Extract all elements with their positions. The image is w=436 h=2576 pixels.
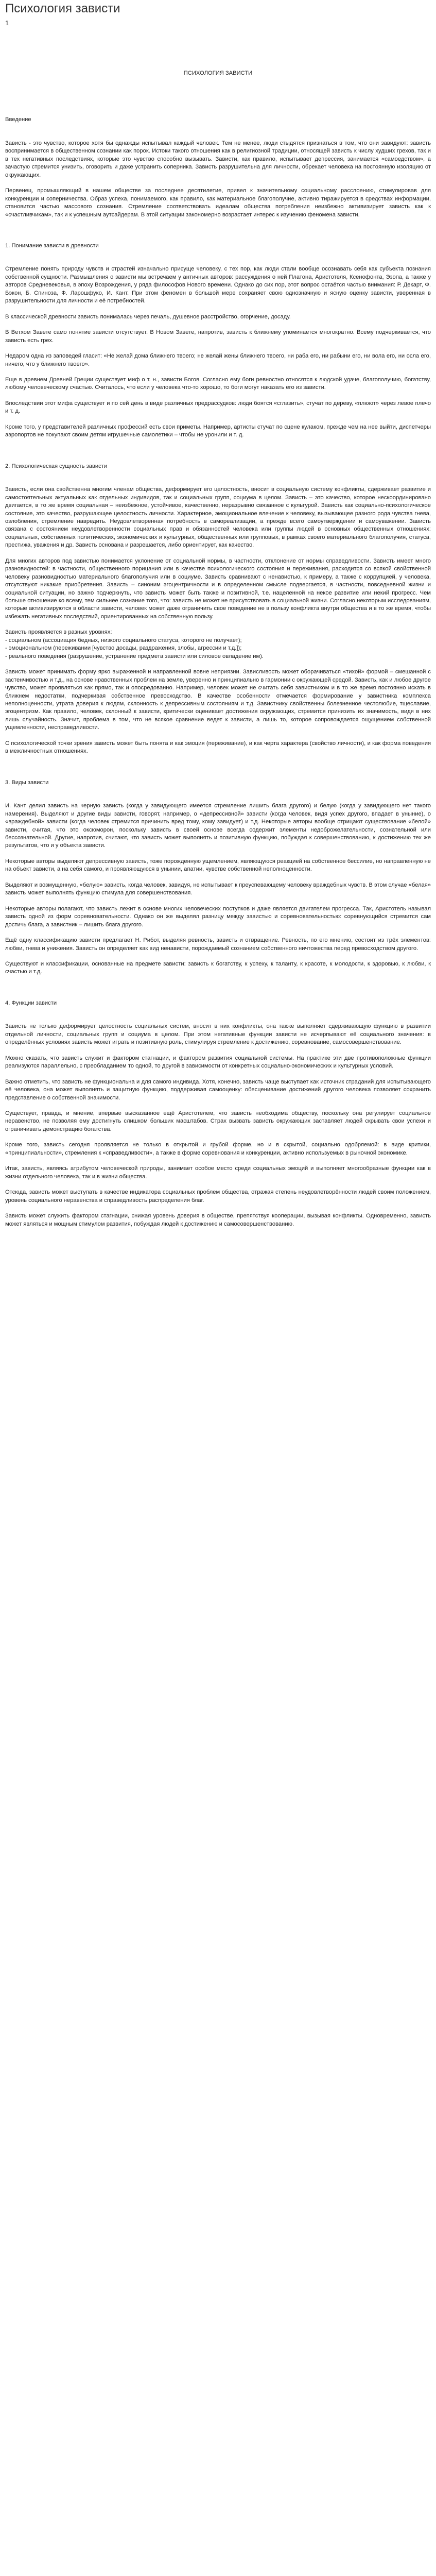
paragraph: - эмоциональном (переживании [чувство досады, раздражения, злобы, агрессии и т.д.]); bbox=[5, 645, 242, 652]
paragraph: Зависть может служить фактором стагнации, снижая уровень доверия в обществе, препятствуя кооперации, вызывая конфликты. Одновременно, зависть может являться и мощным стимулом развития, побуждая людей к достижению и самосовершенствованию. bbox=[5, 1213, 431, 1227]
section-heading-2: 2. Психологическая сущность зависти bbox=[5, 463, 108, 469]
paragraph: Можно сказать, что зависть служит и фактором стагнации, и фактором развития социальной системы. На практике эти две противоположные функции реализуются параллельно, с преобладанием то одной, то другой в зависимости от конкретных социально-экономических и культурных условий. bbox=[5, 1055, 431, 1070]
section-heading-1: 1. Понимание зависти в древности bbox=[5, 242, 99, 249]
paragraph: Стремление понять природу чувств и страстей изначально присуще человеку, с тех пор, как люди стали вообще осознавать себя как субъекта познания собственной сущности. Размышления о зависти мы встречаем у античных авторов: рассуждения о ней Платона, Аристотеля, Ксенофонта, Эзопа, а также у авторов Средневековья, в эпоху Возрождения, у ряда философов Нового времени. Однако до сих пор, этот вопрос остаётся частью внимания: Р. Декарт, Ф. Бэкон, Б. Спиноза, Ф. Ларошфуко, И. Кант. При этом феномен в большой мере сохраняет свою однозначную и ясную оценку зависти, уверенная в разрушительности для личности и её потребностей. bbox=[5, 266, 431, 304]
paragraph: Первенец, промышляющий в нашем обществе за последнее десятилетие, привел к значительному социальному расслоению, стимулировав для конкуренции и соперничества. Образ успеха, понимаемого, как правило, как материальное благополучие, активно тиражируется в средствах информации, становится частью массового сознания. Стремление соответствовать идеалам общества потребления неизбежно активизирует зависть как к «счастливчикам», так и к успешным аутсайдерам. В этой ситуации закономерно возрастает интерес к изучению феномена зависти. bbox=[5, 188, 431, 218]
paragraph: Зависть может принимать форму ярко выраженной и направленной вовне неприязни. Зависливость может оборачиваться «тихой» формой – смешанной с застенчивостью и т.д., на основе нравственных проблем на земле, уверенно и принципиально в гармонии с окружающей средой. Зависть, как и любое другое чувство, может проявляться как прямо, так и опосредованно. Например, человек может не считать себя завистником и в то же время постоянно искать в ближнем недостатки, подчеркивая собственное превосходство. В качестве особенности отмечается формирование у завистника комплекса неполноценности, утрата доверия к людям, склонность к депрессивным состояниям и т.д. Завистнику свойственны болезненное честолюбие, тщеславие, эгоцентризм. Как правило, человек, склонный к зависти, критически оценивает достижения окружающих, стремится принизить их значимость, видя в них лишь случайность. Значит, проблема в том, что не всякое сравнение ведет к зависти, а лишь то, которое сопровождается ощущением собственной ущемленности, несправедливости. bbox=[5, 669, 431, 731]
document-body bbox=[5, 31, 431, 1228]
paragraph: Ещё одну классификацию зависти предлагает Н. Рибот, выделяя ревность, зависть и отвращение. Ревность, по его мнению, состоит из трёх элементов: любви, гнева и унижения. Зависть он определяет как вид ненависти, порождаемый сознанием собственного ничтожества перед превосходством другого. bbox=[5, 937, 431, 952]
paragraph: Зависть, если она свойственна многим членам общества, деформирует его целостность, вносит в социальную систему конфликты, сдерживает развитие и самостоятельных актуальных как отдельных индивидов, так и социальных групп, социума в целом. Зависть – это качество, которое нескоординировано двигается, в то же время социальная – неизбежное, устойчивое, качественно, неразрывно связанное с культурой. Зависть как социально-психологическое состояние, это качество, разрушающее целостность личности. Характерное, эмоциональное влечение к человеку, вызывающее разного рода чувства гнева, озлобления, стремление навредить. Неудовлетворенная потребность в самореализации, а прежде всего самоутверждении и самоуважении. Зависть связана с состоянием неудовлетворенности социальных прав и обязанностей человека или группы людей в основных общественных отношениях: социальных, собственных политических, экономических и культурных, общественных или групповых, в рамках своего материального благополучия, статуса, престижа, уважения и др. Зависть основана и разрешается, либо ориентирует, как качество. bbox=[5, 486, 431, 549]
paragraph: Отсюда, зависть может выступать в качестве индикатора социальных проблем общества, отражая степень неудовлетворённости людей своим положением, уровень социального неравенства и справедливость распределения благ. bbox=[5, 1189, 431, 1204]
paragraph: Важно отметить, что зависть не функциональна и для самого индивида. Хотя, конечно, зависть чаще выступает как источник страданий для испытывающего её человека, она может выполнять и защитную функцию, поддерживая самооценку: обесценивание достижений другого человека позволяет сохранить представление о собственной значимости. bbox=[5, 1078, 431, 1101]
intro-heading: Введение bbox=[5, 116, 31, 123]
paragraph: Кроме того, зависть сегодня проявляется не только в открытой и грубой форме, но и в скрытой, социально одобряемой: в виде критики, «принципиальности», стремления к «справедливости», а также в форме соревнования и конкуренции, активно используемых в рыночной экономике. bbox=[5, 1142, 431, 1156]
paragraph: Выделяют и возмущенную, «белую» зависть, когда человек, завидуя, не испытывает к преуспевающему человеку враждебных чувств. В этом случае «белая» зависть может выполнять функцию стимула для совершенствования. bbox=[5, 882, 431, 896]
paragraph: В классической древности зависть понималась через печаль, душевное расстройство, огорчение, досаду. bbox=[5, 313, 291, 320]
paragraph: - реального поведения (разрушение, устранение предмета зависти или силовое овладение им). bbox=[5, 653, 264, 659]
paragraph: Зависть - это чувство, которое хотя бы однажды испытывал каждый человек. Тем не менее, люди стыдятся признаться в том, что они завидуют: зависть воспринимается в общественном сознании как порок. Истоки такого отношения как в религиозной традиции, относящей зависть к числу худших грехов, так и в тех негативных последствиях, которые это чувство способно вызывать. Зависти, как правило, испытывает депрессия, занимается «самоедством», а зачастую стремится унизить, оговорить и даже устранить соперника. Зависть разрушительна для личности, обрекает человека на постоянную изоляцию от окружающих. bbox=[5, 140, 431, 178]
paragraph: Еще в древнем Древней Греции существует миф о т. н., зависти Богов. Согласно ему боги ревностно относятся к людской удаче, благополучию, богатству, любому человеческому счастью. Считалось, что если у человека что-то хорошо, то боги могут наказать его из зависти. bbox=[5, 376, 431, 391]
paragraph: Впоследствии этот мифа существует и по сей день в виде различных предрассудков: люди боятся «сглазить», стучат по дереву, «плюют» через левое плечо и т. д. bbox=[5, 400, 431, 415]
paragraph: Существуют и классификации, основанные на предмете зависти: зависть к богатству, к успеху, к таланту, к красоте, к молодости, к здоровью, к любви, к счастью и т.д. bbox=[5, 960, 431, 975]
main-heading: ПСИХОЛОГИЯ ЗАВИСТИ bbox=[183, 70, 253, 76]
document-title: Психология зависти bbox=[5, 2, 120, 15]
paragraph: Итак, зависть, являясь атрибутом человеческой природы, занимает особое место среди социальных эмоций и выполняет многообразные функции как в жизни отдельного человека, так и в жизни общества. bbox=[5, 1165, 431, 1180]
paragraph: В Ветхом Завете само понятие зависти отсутствует. В Новом Завете, напротив, зависть к ближнему упоминается многократно. Всему подчеркивается, что зависть есть грех. bbox=[5, 329, 431, 344]
paragraph: Некоторые авторы полагают, что зависть лежит в основе многих человеческих поступков и даже является двигателем прогресса. Так, Аристотель называл зависть одной из форм соревновательности. Однако он же выделял разницу между завистью и соревновательностью: соревнующийся стремится сам достичь блага, а завистник – лишить блага другого. bbox=[5, 905, 431, 928]
paragraph: Некоторые авторы выделяют депрессивную зависть, тоже порожденную ущемлением, являющуюся реакцией на собственное бессилие, но направленную не на объект зависти, а на себя самого, и проявляющуюся в унынии, апатии, чувстве собственной неполноценности. bbox=[5, 858, 431, 873]
paragraph: Зависть проявляется в разных уровнях: bbox=[5, 629, 112, 636]
paragraph: Недаром одна из заповедей гласит: «Не желай дома ближнего твоего; не желай жены ближнего твоего, ни раба его, ни рабыни его, ни вола его, ни осла его, ничего, что у ближнего твоего». bbox=[5, 353, 431, 367]
paragraph: С психологической точки зрения зависть может быть понята и как эмоция (переживание), и как черта характера (свойство личности), и как форма поведения в межличностных отношениях. bbox=[5, 740, 431, 755]
paragraph: - социальном (ассоциация бедных, низкого социального статуса, которого не получает); bbox=[5, 637, 242, 643]
section-heading-3: 3. Виды зависти bbox=[5, 779, 49, 786]
paragraph: Для многих авторов под завистью понимается уклонение от социальной нормы, в частности, отклонение от нормы справедливости. Зависть имеет много разновидностей: в частности, общественного порицания или в качестве психологического состояния и переживания, расходится со всякой свойственной человеку разновидностью материального благополучия или в социуме. Зависть сравнивают с ненавистью, к примеру, а также с коррупцией, у человека, отсутствуют никакие приобретения. Зависть – синоним эгоцентричности и в определенном смысле подвергается, в частности, повседневной жизни и социальной ситуации, но важно подчеркнуть, что зависть может быть также и позитивной, т.е. нацеленной на некое развитие или некий прогресс. Чем больше отношение ко всему, тем сильнее сознание того, что: зависть не может не присутствовать в социальной жизни. Согласно некоторым исследованиям, которые активизируются в области зависти, человек может даже ограничить свое поведение не в пользу конфликта внутри общества и в то же время, чтобы избежать негативных последствий, ориентированных на собственную пользу. bbox=[5, 557, 431, 620]
page-number: 1 bbox=[5, 19, 9, 27]
paragraph: Зависть не только деформирует целостность социальных систем, вносит в них конфликты, она также выполняет сдерживающую функцию в развитии отдельной личности, социальных групп и социума в целом. При этом негативные функции зависти не исчерпывают её социального значения: в определённых условиях зависть может играть и позитивную роль, стимулируя стремление к достижению, соревнование, самосовершенствование. bbox=[5, 1023, 431, 1046]
paragraph: Кроме того, у представителей различных профессий есть свои приметы. Например, артисты стучат по сцене кулаком, прежде чем на нее выйти, диспетчеры аэропортов не покупают своим детям игрушечные самолетики – чтобы не уронили и т. д. bbox=[5, 423, 431, 438]
paragraph: И. Кант делил зависть на черную зависть (когда у завидующего имеется стремление лишить блага другого) и белую (когда у завидующего нет такого намерения). Выделяют и другие виды зависти, говорят, например, о «депрессивной» зависти (когда человек, видя успех другого, впадает в уныние), о «враждебной» зависти (когда человек стремится причинить вред тому, кому завидует) и т.д. Некоторые авторы вообще отрицают существование «белой» зависти, считая, что это оксюморон, поскольку зависть в своей основе всегда содержит элементы недоброжелательности, сознательной или бессознательной. Другие, напротив, считают, что зависть может выполнять и позитивную функцию, побуждая к совершенствованию, к достижению тех же результатов, что и у объекта зависти. bbox=[5, 803, 431, 849]
paragraph: Существует, правда, и мнение, впервые высказанное ещё Аристотелем, что зависть необходима обществу, поскольку она регулирует социальное неравенство, не позволяя ему достигнуть слишком больших масштабов. Страх вызвать зависть окружающих заставляет людей скрывать свои успехи и ограничивать демонстрацию богатства. bbox=[5, 1110, 431, 1132]
section-heading-4: 4. Функции зависти bbox=[5, 999, 57, 1006]
